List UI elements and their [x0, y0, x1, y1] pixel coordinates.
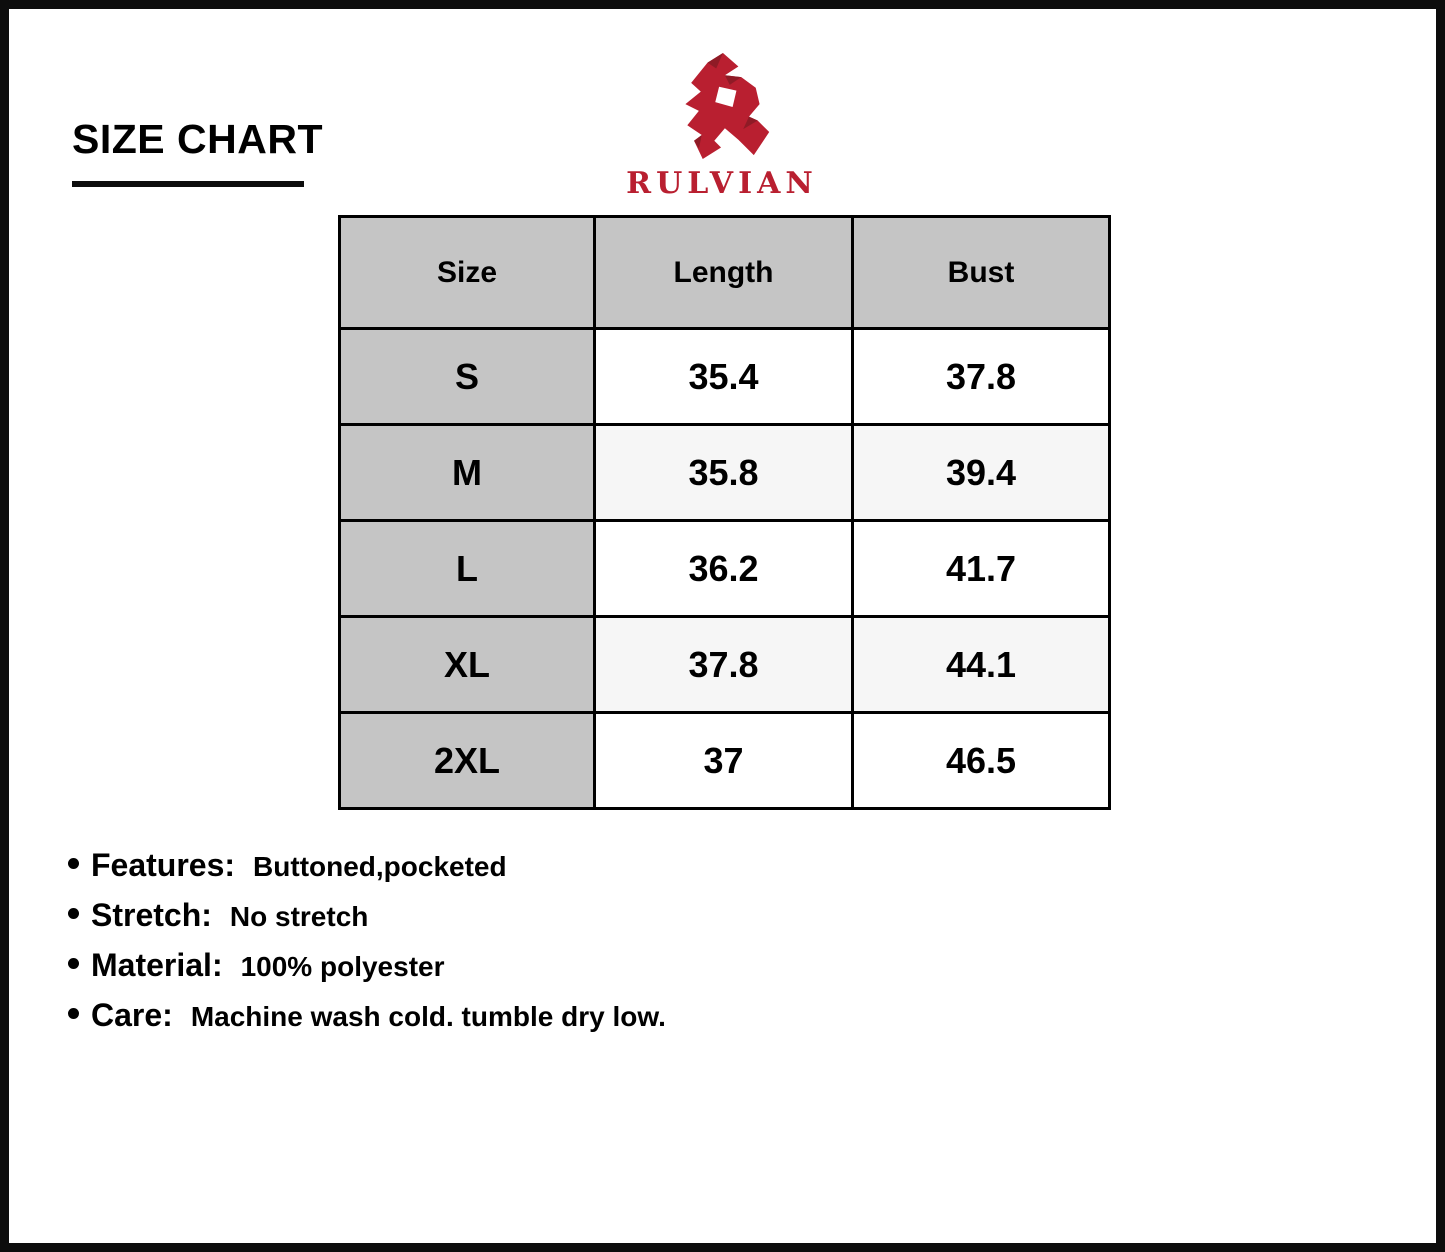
detail-value: 100% polyester	[240, 951, 445, 982]
table-header-row	[340, 217, 1110, 329]
bust-cell: 46.5	[853, 713, 1110, 809]
size-cell: S	[340, 329, 595, 425]
column-header-size: Size	[340, 217, 595, 329]
brand-logo	[602, 50, 842, 201]
bullet-icon	[68, 1008, 79, 1019]
length-cell: 35.8	[595, 425, 853, 521]
list-item-material	[68, 948, 666, 984]
bullet-icon	[68, 958, 79, 969]
list-item-care	[68, 998, 666, 1034]
table-row-s	[340, 329, 1110, 425]
table-row-xl	[340, 617, 1110, 713]
size-cell: L	[340, 521, 595, 617]
detail-label: Features:	[91, 847, 236, 883]
page-title: SIZE CHART	[72, 116, 323, 162]
detail-value: No stretch	[229, 901, 369, 932]
detail-value: Buttoned,pocketed	[253, 851, 507, 882]
bust-cell: 37.8	[853, 329, 1110, 425]
table-row-2xl	[340, 713, 1110, 809]
title-underline	[72, 181, 304, 187]
rulvian-r-logo-icon	[669, 50, 775, 164]
length-cell: 37.8	[595, 617, 853, 713]
detail-value: Machine wash cold. tumble dry low.	[190, 1001, 666, 1032]
list-item-stretch	[68, 898, 666, 934]
product-details-list	[68, 848, 666, 1048]
table-row-m	[340, 425, 1110, 521]
length-cell: 35.4	[595, 329, 853, 425]
column-header-bust: Bust	[853, 217, 1110, 329]
bullet-icon	[68, 908, 79, 919]
size-cell: M	[340, 425, 595, 521]
bust-cell: 41.7	[853, 521, 1110, 617]
bust-cell: 39.4	[853, 425, 1110, 521]
length-cell: 36.2	[595, 521, 853, 617]
bust-cell: 44.1	[853, 617, 1110, 713]
list-item-features	[68, 848, 666, 884]
detail-label: Care:	[91, 997, 173, 1033]
brand-name: RULVIAN	[626, 166, 818, 201]
size-table	[338, 215, 1111, 810]
size-cell: XL	[340, 617, 595, 713]
size-cell: 2XL	[340, 713, 595, 809]
length-cell: 37	[595, 713, 853, 809]
column-header-length: Length	[595, 217, 853, 329]
title-block	[72, 116, 323, 163]
bullet-icon	[68, 858, 79, 869]
detail-label: Material:	[91, 947, 223, 983]
detail-label: Stretch:	[91, 897, 212, 933]
table-row-l	[340, 521, 1110, 617]
